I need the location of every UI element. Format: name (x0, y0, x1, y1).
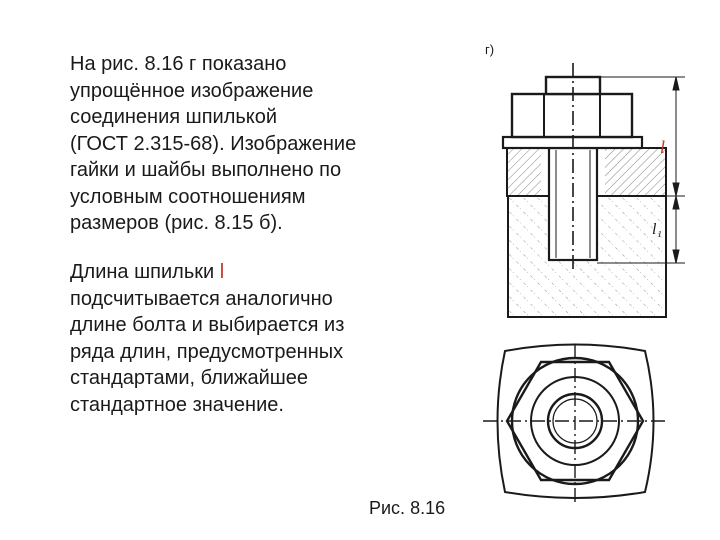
nut-body (512, 94, 632, 137)
text-line: Длина шпильки (70, 261, 220, 283)
text-line: соединения шпилькой (70, 106, 278, 128)
arrow (673, 183, 679, 196)
text-line: подсчитывается аналогично (70, 287, 333, 310)
text-line: упрощённое изображение (70, 79, 314, 102)
text-line: условным соотношениям (70, 185, 306, 208)
dim-label-l1: l₁ (652, 221, 663, 238)
front-view (503, 63, 666, 317)
text-line: гайки и шайбы выполнено по (70, 159, 342, 181)
text-line: стандартное значение. (70, 393, 284, 416)
text-line: ряда длин, предусмотренных (70, 340, 344, 363)
text-line: стандартами, ближайшее (70, 367, 309, 389)
dim-label-l: l (660, 137, 666, 157)
text-line: (ГОСТ 2.315-68). Изображение (70, 132, 357, 155)
top-view (483, 344, 666, 502)
text-line: длине болта и выбирается из (70, 314, 345, 336)
arrow (673, 77, 679, 90)
text-line: размеров (рис. 8.15 б). (70, 212, 283, 234)
arrow (673, 250, 679, 263)
text-line: На рис. 8.16 г показано (70, 53, 287, 75)
panel-label: г) (485, 42, 495, 57)
figure-caption: Рис. 8.16 (369, 498, 446, 518)
arrow (673, 196, 679, 209)
length-symbol: l (219, 261, 225, 283)
